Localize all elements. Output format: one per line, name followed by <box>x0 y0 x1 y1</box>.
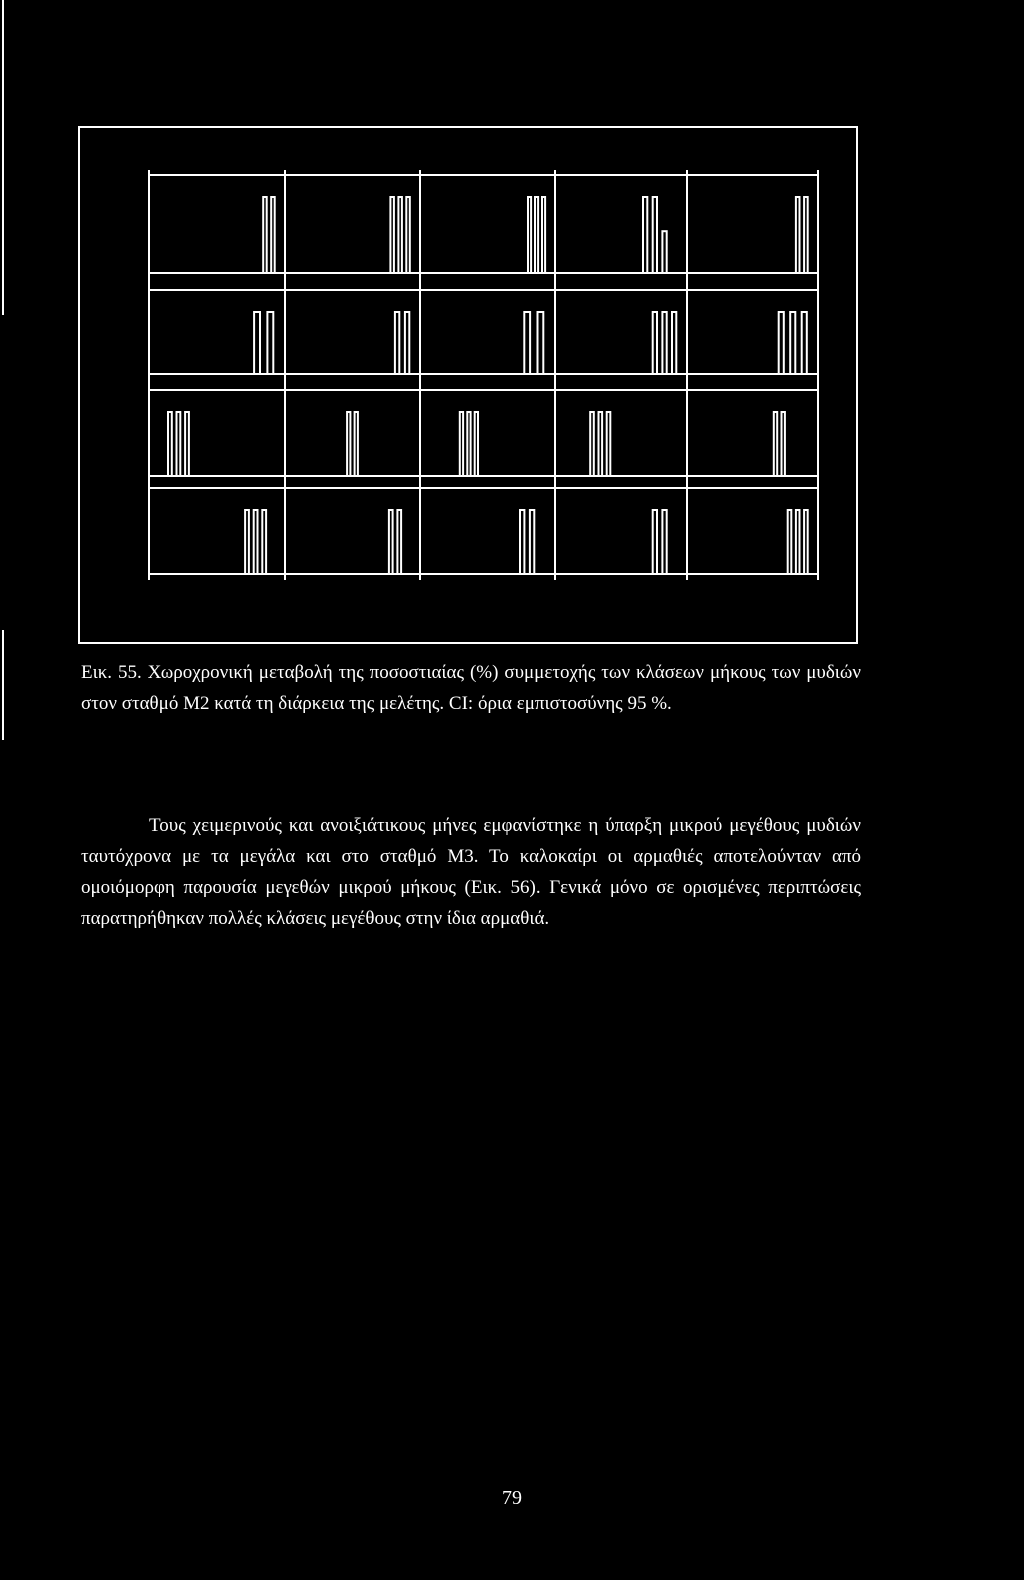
histogram-bar <box>389 510 393 574</box>
histogram-bar <box>528 197 531 273</box>
histogram-bar <box>599 412 603 476</box>
histogram-bar <box>395 312 399 374</box>
histogram-bar <box>653 312 657 374</box>
histogram-bar <box>653 197 657 273</box>
histogram-bar <box>779 312 784 374</box>
histogram-bar <box>530 510 534 574</box>
histogram-bar <box>254 510 258 574</box>
histogram-bar <box>662 510 666 574</box>
histogram-bar <box>267 312 273 374</box>
histogram-bar <box>662 312 666 374</box>
histogram-bar <box>347 412 350 476</box>
histogram-bar <box>788 510 792 574</box>
histogram-bar <box>406 197 410 273</box>
histogram-bar <box>467 412 470 476</box>
histogram-bar <box>672 312 676 374</box>
histogram-bar <box>475 412 478 476</box>
histogram-bar <box>796 510 800 574</box>
histogram-bar <box>662 231 666 273</box>
histogram-bar <box>460 412 463 476</box>
histogram-bar <box>254 312 260 374</box>
histogram-bar <box>390 197 394 273</box>
histogram-bar <box>796 197 800 273</box>
histogram-bar <box>804 197 808 273</box>
body-paragraph: Τους χειμερινούς και ανοιξιάτικους μήνες εμφανίστηκε η ύπαρξη μικρού μεγέθους μυδιών ταυτόχρονα με τα μεγάλα και στο σταθμό Μ3. Το καλοκαίρι οι αρμαθιές αποτελούνταν από ομοιόμορφη παρουσία μεγεθών μικρού μήκους (Εικ. 56). Γενικά μόνο σε ορισμένες περιπτώσεις παρατηρήθηκαν πολλές κλάσεις μεγέθους στην ίδια αρμαθιά. <box>81 815 861 929</box>
figure-histogram-grid <box>0 0 1024 660</box>
histogram-bar <box>168 412 172 476</box>
histogram-bar <box>177 412 181 476</box>
histogram-bar <box>355 412 358 476</box>
histogram-bar <box>397 510 401 574</box>
histogram-bar <box>790 312 795 374</box>
histogram-bar <box>524 312 530 374</box>
histogram-bar <box>802 312 807 374</box>
histogram-bar <box>520 510 524 574</box>
histogram-bar <box>398 197 402 273</box>
page-number: 79 <box>502 1487 522 1509</box>
histogram-bar <box>535 197 538 273</box>
histogram-bar <box>271 197 275 273</box>
histogram-bar <box>804 510 808 574</box>
histogram-bar <box>538 312 544 374</box>
histogram-bar <box>653 510 657 574</box>
histogram-bar <box>782 412 785 476</box>
histogram-bar <box>643 197 647 273</box>
figure-caption: Εικ. 55. Χωροχρονική μεταβολή της ποσοστιαίας (%) συμμετοχής των κλάσεων μήκους των μυδιών στον σταθμό Μ2 κατά τη διάρκεια της μελέτης. CI: όρια εμπιστοσύνης 95 %. <box>81 662 861 714</box>
histogram-bar <box>542 197 545 273</box>
histogram-bar <box>185 412 189 476</box>
figure-frame <box>79 127 857 643</box>
histogram-bar <box>607 412 611 476</box>
histogram-bar <box>590 412 594 476</box>
histogram-bar <box>774 412 777 476</box>
histogram-bar <box>405 312 409 374</box>
histogram-bar <box>245 510 249 574</box>
histogram-bar <box>262 510 266 574</box>
histogram-bar <box>263 197 267 273</box>
